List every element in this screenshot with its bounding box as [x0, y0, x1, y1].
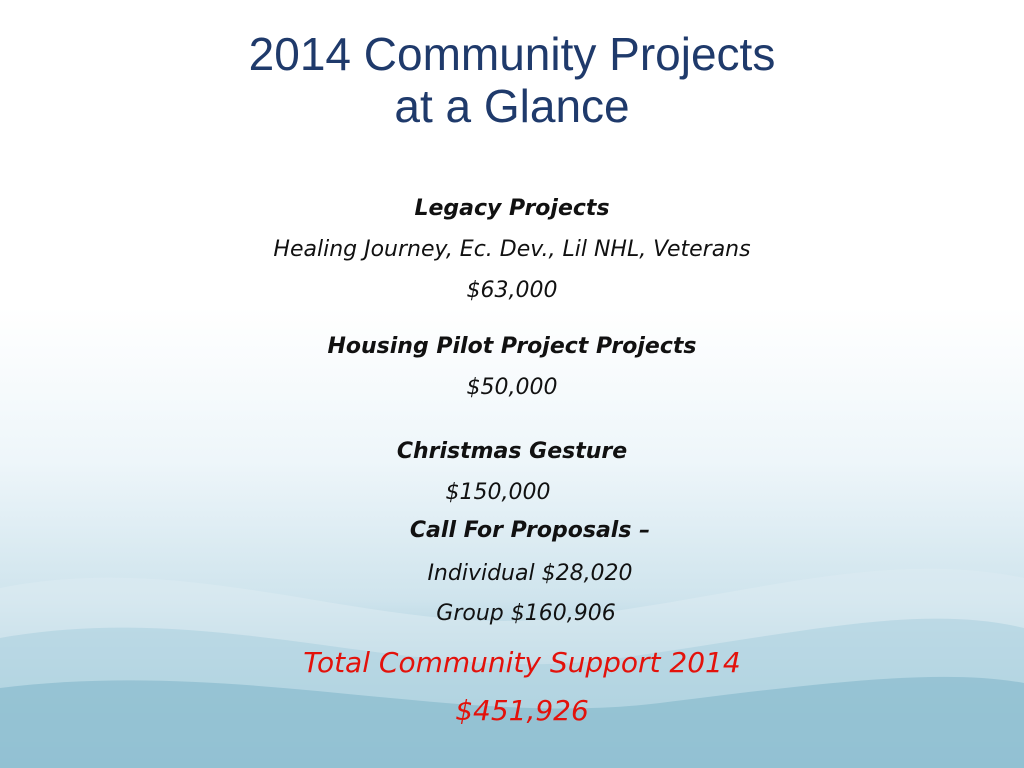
total-amount: $451,926 [455, 694, 589, 727]
legacy-heading: Legacy Projects [414, 196, 610, 221]
background-wave-graphic [0, 508, 1024, 768]
page-title [0, 28, 1024, 132]
proposals-individual: Individual $28,020 [427, 561, 633, 586]
christmas-amount: $150,000 [445, 480, 551, 505]
total-label: Total Community Support 2014 [303, 646, 741, 679]
title-line-1: 2014 Community Projects [248, 28, 776, 80]
proposals-group: Group $160,906 [436, 601, 616, 626]
legacy-amount: $63,000 [466, 278, 558, 303]
proposals-heading: Call For Proposals – [409, 518, 651, 543]
housing-amount: $50,000 [466, 375, 558, 400]
housing-heading: Housing Pilot Project Projects [327, 334, 697, 359]
legacy-detail: Healing Journey, Ec. Dev., Lil NHL, Veterans [273, 237, 751, 262]
title-line-2: at a Glance [394, 80, 630, 132]
christmas-heading: Christmas Gesture [396, 439, 628, 464]
